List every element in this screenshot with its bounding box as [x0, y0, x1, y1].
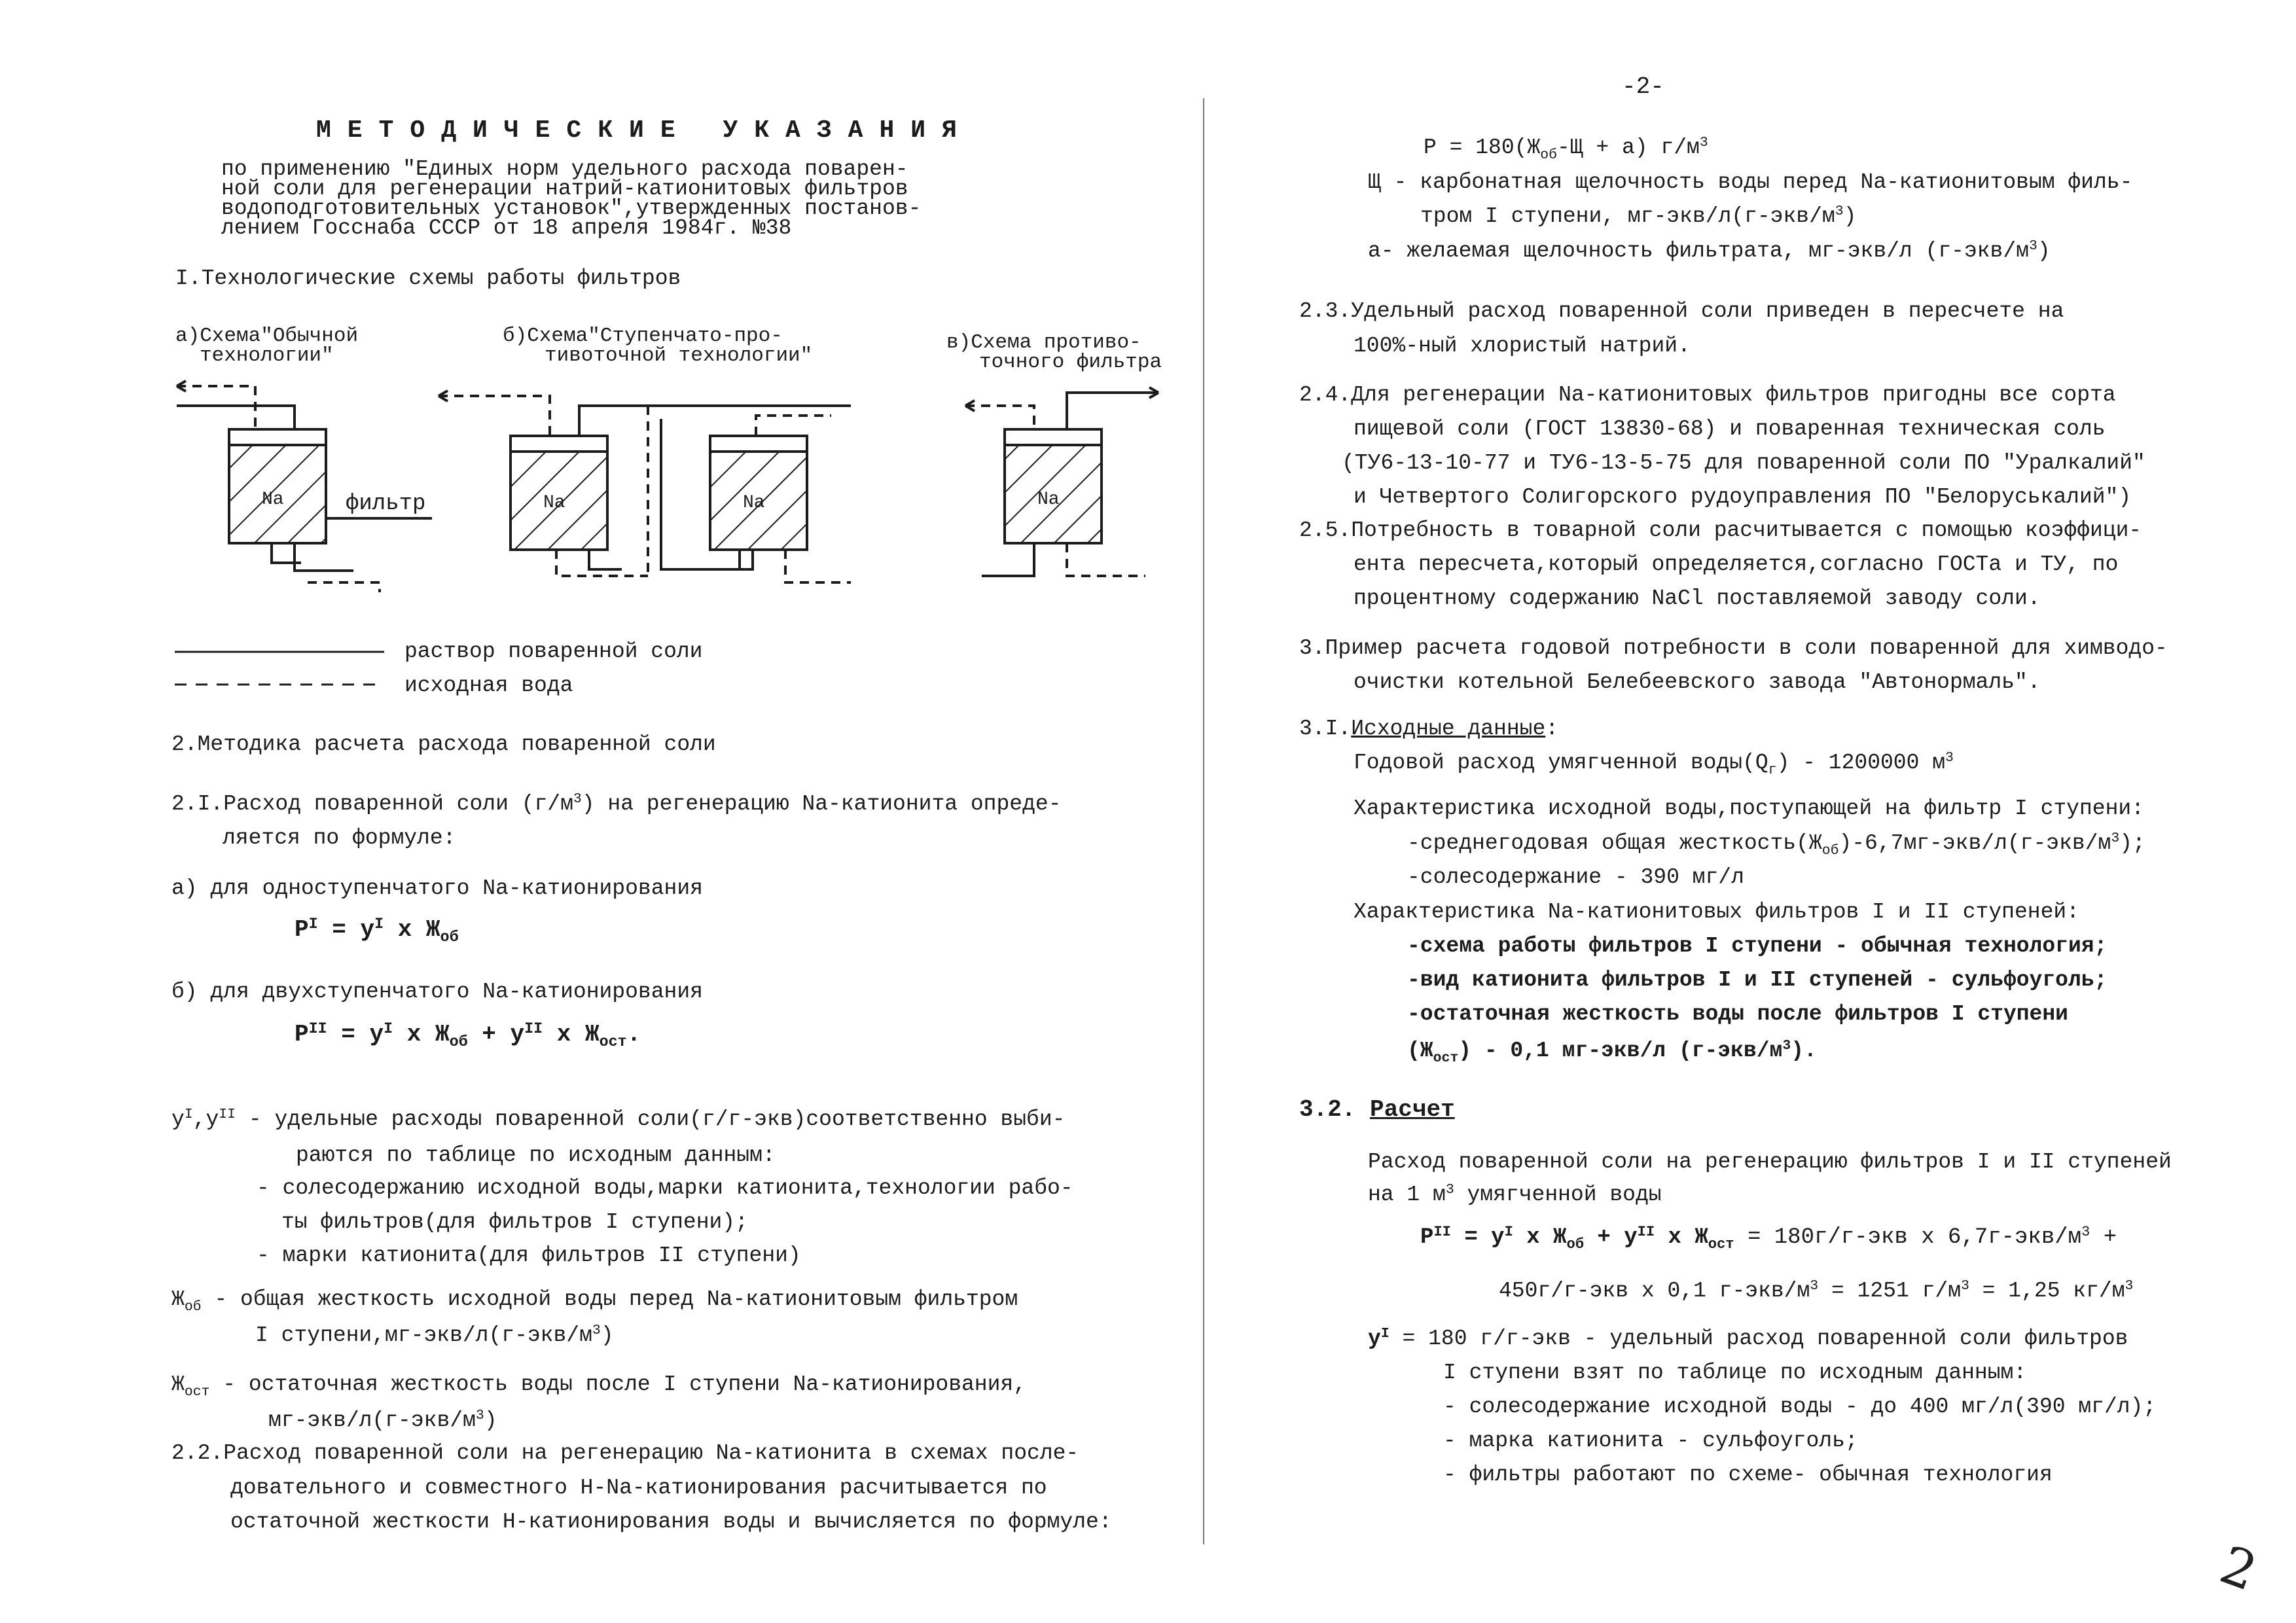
text: )	[2037, 239, 2051, 263]
text: )	[484, 1408, 497, 1433]
sh-definition-line-2	[1420, 203, 1856, 232]
text: x Ж	[384, 916, 440, 943]
annual-water-consumption	[1354, 749, 1954, 779]
superscript: 3	[2125, 1278, 2134, 1294]
text: -среднегодовая общая жесткость(Ж	[1407, 831, 1822, 855]
calc-line-1: Расход поваренной соли на регенерацию фильтров I и II ступеней	[1368, 1150, 2172, 1174]
scheme-a-filter	[177, 381, 432, 592]
superscript: 3	[1699, 135, 1708, 151]
calc-line-2	[1368, 1181, 1662, 1211]
superscript: 3	[1810, 1278, 1819, 1294]
para-2-4-line-4: и Четвертого Солигорского рудоуправления ПО "Белоруськалий")	[1354, 485, 2132, 509]
text: (Ж	[1407, 1039, 1433, 1063]
text: ) - 0,1 мг-экв/л (г-экв/м	[1458, 1039, 1783, 1063]
superscript: I	[374, 916, 384, 934]
text: = y	[317, 916, 375, 943]
text: а- желаемая щелочность фильтрата, мг-экв/л (г-экв/м	[1368, 239, 2029, 263]
page-number: -2-	[1622, 73, 1664, 100]
text: = 180г/г-экв x 6,7г-экв/м	[1734, 1225, 2082, 1250]
text: ,y	[192, 1107, 219, 1132]
superscript: I	[1380, 1326, 1390, 1342]
superscript: II	[1433, 1223, 1451, 1240]
subscript: об	[1566, 1236, 1584, 1253]
subscript: ост	[1433, 1050, 1459, 1066]
handwritten-page-mark: 2	[2212, 1534, 2265, 1603]
superscript: 3	[573, 791, 582, 808]
para-2-2-line-2: довательного и совместного Н-Na-катионирования расчитывается по	[230, 1476, 1047, 1500]
text: - удельные расходы поваренной соли(г/г-экв)соответственно выби-	[236, 1107, 1066, 1132]
para-2-4-line-1: 2.4.Для регенерации Na-катионитовых фильтров пригодны все сорта	[1299, 383, 2116, 407]
text: +	[2090, 1225, 2117, 1250]
text: Исходные данные	[1351, 717, 1546, 741]
text: на 1 м	[1368, 1183, 1446, 1207]
scheme-b-label-2: тивоточной технологии"	[545, 344, 813, 367]
calc-formula-line-1	[1420, 1224, 2117, 1253]
a-definition	[1368, 238, 2051, 267]
text: = 180 г/г-экв - удельный расход поваренной соли фильтров	[1389, 1327, 2128, 1351]
text: 3.2.	[1299, 1096, 1356, 1123]
subtitle-line: водоподготовительных установок",утвержденных постанов-	[221, 196, 922, 221]
y1-line-4: - фильтры работают по схеме- обычная технология	[1443, 1463, 2053, 1487]
text: x Ж	[393, 1021, 450, 1048]
text: = 1,25 кг/м	[1969, 1279, 2125, 1303]
superscript: II	[524, 1021, 543, 1039]
subscript: об	[440, 929, 459, 947]
text: I ступени,мг-экв/л(г-экв/м	[255, 1323, 592, 1347]
zh-ost-definition-line-2	[268, 1407, 497, 1436]
text: x Ж	[1655, 1225, 1708, 1250]
text: y	[171, 1107, 185, 1132]
formula-1	[295, 916, 459, 946]
legend-lines	[171, 641, 394, 694]
text: + y	[1583, 1225, 1638, 1250]
zh-ob-definition-line-1	[171, 1286, 1018, 1315]
section-2-title: 2.Методика расчета расхода поваренной соли	[171, 732, 716, 757]
superscript: 3	[475, 1408, 484, 1424]
y1-definition	[1368, 1325, 2128, 1355]
y1-line-1: I ступени взят по таблице по исходным данным:	[1443, 1361, 2027, 1385]
text: Ж	[171, 1372, 185, 1397]
filter-type-line: -вид катионита фильтров I и II ступеней - сульфоуголь;	[1407, 968, 2108, 992]
text: умягченной воды	[1454, 1183, 1662, 1207]
scheme-a-label: а)Схема"Обычной	[175, 325, 359, 348]
na-label-a: Na	[262, 490, 284, 510]
legend-dashed-text: исходная вода	[404, 673, 573, 698]
text: );	[2119, 831, 2145, 855]
text: Годовой расход умягченной воды(Q	[1354, 751, 1768, 775]
text: = y	[327, 1021, 384, 1048]
superscript: II	[1637, 1223, 1655, 1240]
para-2-2-line-1: 2.2.Расход поваренной соли на регенерацию Na-катионита в схемах после-	[171, 1441, 1079, 1465]
text: :	[1545, 717, 1559, 741]
text: x Ж	[543, 1021, 600, 1048]
para-2-3-line-2: 100%-ный хлористый натрий.	[1354, 334, 1691, 358]
salt-content-line: -солесодержание - 390 мг/л	[1407, 865, 1744, 889]
yy-definition-line-5: - марки катионита(для фильтров II ступени)	[257, 1243, 801, 1268]
filter-scheme-line: -схема работы фильтров I ступени - обычная технология;	[1407, 934, 2108, 958]
superscript: 3	[1835, 204, 1844, 220]
subscript: об	[1540, 147, 1557, 163]
section-3-line-1: 3.Пример расчета годовой потребности в соли поваренной для химводо-	[1299, 636, 2168, 660]
yy-definition-line-4: ты фильтров(для фильтров I ступени);	[281, 1210, 748, 1234]
text: Расчет	[1370, 1096, 1455, 1123]
text: 450г/г-экв x 0,1 г-экв/м	[1499, 1279, 1810, 1303]
text: ).	[1791, 1039, 1817, 1063]
superscript: 3	[1782, 1038, 1791, 1054]
text: = y	[1450, 1225, 1505, 1250]
superscript: 3	[1961, 1278, 1969, 1294]
source-water-characteristics: Характеристика исходной воды,поступающей на фильтр I ступени:	[1354, 796, 2144, 821]
text: 2.I.Расход поваренной соли (г/м	[171, 792, 573, 816]
text: .	[626, 1021, 641, 1048]
section-3-line-2: очистки котельной Белебеевского завода "Автонормаль".	[1354, 670, 2041, 694]
text: P	[295, 1021, 309, 1048]
para-2-4-line-2: пищевой соли (ГОСТ 13830-68) и поваренная техническая соль	[1354, 417, 2106, 441]
text: мг-экв/л(г-экв/м	[268, 1408, 476, 1433]
subscript: об	[184, 1298, 202, 1315]
superscript: 3	[2028, 238, 2037, 255]
text: тром I ступени, мг-экв/л(г-экв/м	[1420, 204, 1835, 228]
calc-formula-line-2	[1499, 1277, 2133, 1307]
text: ) - 1200000 м	[1776, 751, 1946, 775]
section-1-title: I.Технологические схемы работы фильтров	[175, 266, 681, 291]
document-title: МЕТОДИЧЕСКИЕ УКАЗАНИЯ	[316, 116, 973, 145]
text: 3.I.	[1299, 717, 1352, 741]
subscript: об	[1821, 842, 1839, 859]
superscript: I	[184, 1107, 193, 1123]
superscript: 3	[592, 1323, 601, 1339]
subtitle-line: ной соли для регенерации натрий-катионитовых фильтров	[221, 177, 908, 201]
zh-ost-definition-line-1	[171, 1371, 1026, 1400]
text: - остаточная жесткость воды после I ступени Na-катионирования,	[209, 1372, 1027, 1397]
superscript: I	[308, 916, 318, 934]
hardness-line	[1407, 830, 2145, 859]
y1-line-3: - марка катионита - сульфоуголь;	[1443, 1429, 1858, 1453]
text: Ж	[171, 1287, 185, 1311]
subtitle-line: по применению "Единых норм удельного расхода поварен-	[221, 157, 908, 181]
superscript: 3	[2111, 830, 2120, 847]
superscript: I	[1504, 1223, 1513, 1240]
subscript: ост	[599, 1034, 627, 1052]
text: )	[600, 1323, 614, 1347]
superscript: I	[384, 1021, 393, 1039]
scheme-b-filters	[439, 391, 851, 582]
scheme-b-label: б)Схема"Ступенчато-про-	[503, 325, 783, 348]
text: -Щ + а) г/м	[1556, 135, 1700, 160]
section-3-2-title	[1299, 1096, 1455, 1124]
case-b: б) для двухступенчатого Na-катионирования	[171, 980, 703, 1004]
superscript: II	[308, 1021, 327, 1039]
text: = 1251 г/м	[1818, 1279, 1961, 1303]
yy-definition-line-2: раются по таблице по исходным данным:	[296, 1143, 776, 1168]
filter-label: фильтр	[346, 491, 426, 516]
yy-definition-line-3: - солесодержанию исходной воды,марки катионита,технологии рабо-	[257, 1176, 1073, 1200]
para-2-5-line-3: процентному содержанию NaCl поставляемой заводу соли.	[1354, 586, 2041, 611]
filter-residual-value	[1407, 1037, 1817, 1067]
text: - общая жесткость исходной воды перед Na-катионитовым фильтром	[201, 1287, 1018, 1311]
subscript: об	[449, 1034, 468, 1052]
scheme-c-label-2: точного фильтра	[979, 351, 1162, 374]
subscript: ост	[184, 1383, 210, 1400]
text: )	[1843, 204, 1857, 228]
para-2-5-line-1: 2.5.Потребность в товарной соли расчитывается с помощью коэффици-	[1299, 518, 2142, 543]
scheme-a-label-2: технологии"	[200, 344, 334, 367]
para-2-1-line-1	[171, 791, 1062, 820]
scheme-c-label: в)Схема противо-	[946, 331, 1141, 354]
text: P = 180(Ж	[1424, 135, 1541, 160]
para-2-2-line-3: остаточной жесткости Н-катионирования воды и вычисляется по формуле:	[230, 1510, 1112, 1534]
filter-characteristics: Характеристика Na-катионитовых фильтров I и II ступеней:	[1354, 900, 2079, 924]
text: P	[295, 916, 309, 943]
na-label-b1: Na	[543, 493, 565, 513]
sh-definition-line-1: Щ - карбонатная щелочность воды перед Na-катионитовым филь-	[1368, 170, 2133, 194]
subscript: ост	[1708, 1236, 1734, 1253]
text: P	[1420, 1225, 1434, 1250]
text: ) на регенерацию Na-катионита опреде-	[581, 792, 1062, 816]
text: y	[1368, 1327, 1381, 1351]
superscript: 3	[2081, 1223, 2090, 1240]
zh-ob-definition-line-2	[255, 1322, 614, 1351]
case-a: а) для одноступенчатого Na-катионирования	[171, 876, 703, 901]
para-2-3-line-1: 2.3.Удельный расход поваренной соли приведен в пересчете на	[1299, 299, 2064, 323]
legend-solid-text: раствор поваренной соли	[404, 639, 703, 664]
section-3-1-title	[1299, 715, 1558, 743]
scheme-c-filter	[965, 387, 1158, 576]
superscript: II	[219, 1107, 236, 1123]
superscript: 3	[1945, 750, 1954, 766]
superscript: 3	[1445, 1182, 1454, 1198]
na-label-b2: Na	[743, 493, 765, 513]
text: + y	[467, 1021, 525, 1048]
yy-definition-line-1	[171, 1106, 1065, 1135]
para-2-4-line-3: (ТУ6-13-10-77 и ТУ6-13-5-75 для поваренной соли ПО "Уралкалий"	[1342, 451, 2145, 475]
na-label-c: Na	[1037, 490, 1060, 510]
filter-schemes-diagram	[164, 366, 1198, 602]
formula-2	[295, 1021, 641, 1051]
para-2-1-line-2: ляется по формуле:	[223, 826, 456, 850]
para-2-5-line-2: ента пересчета,который определяется,согласно ГОСТа и ТУ, по	[1354, 552, 2119, 577]
y1-line-2: - солесодержание исходной воды - до 400 мг/л(390 мг/л);	[1443, 1395, 2157, 1419]
filter-residual-line: -остаточная жесткость воды после фильтров I ступени	[1407, 1002, 2068, 1026]
subscript: г	[1768, 762, 1777, 778]
formula-p	[1424, 134, 1708, 164]
text: )-6,7мг-экв/л(г-экв/м	[1839, 831, 2111, 855]
text: x Ж	[1513, 1225, 1567, 1250]
subtitle-line: лением Госснаба СССР от 18 апреля 1984г. №38	[221, 216, 792, 240]
page-fold-divider	[1203, 98, 1204, 1544]
